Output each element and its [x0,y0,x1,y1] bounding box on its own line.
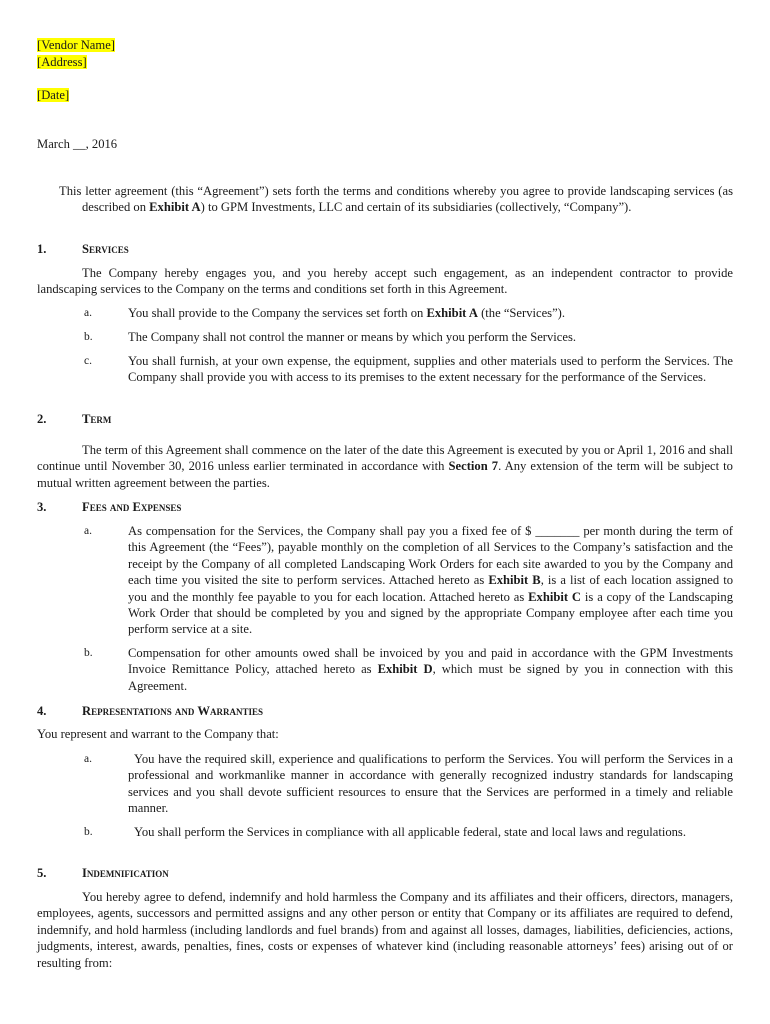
section-number: 2. [37,412,47,426]
section-title: Indemnification [82,866,169,880]
section-7-ref: Section 7 [448,459,499,474]
date-highlight: [Date] [37,88,70,102]
section-number: 5. [37,866,47,880]
exhibit-c: Exhibit C [528,589,582,604]
section-4-lead: You represent and warrant to the Company that: [37,727,279,741]
section-number: 4. [37,704,47,718]
section-title: Term [82,412,112,426]
vendor-name-highlight: [Vendor Name] [37,38,115,52]
vendor-name [37,37,733,53]
section-4-item-b: b. You shall perform the Services in compliance with all applicable federal, state and local laws and regulations. [84,825,686,839]
intro-exhibit-a: Exhibit A [149,200,201,215]
section-1-item-c: c. You shall furnish, at your own expense, the equipment, supplies and other materials used to perform the Services. The Company shall provide you with access to its premises to the extent necessary for the performance of the Services. [84,354,733,385]
section-title: Services [82,242,129,256]
address-highlight: [Address] [37,55,87,69]
section-1-body: The Company hereby engages you, and you hereby accept such engagement, as an independent contractor to provide landscaping services to the Company on the terms and conditions set forth in this Agreement. [37,266,733,297]
section-title: Fees and Expenses [82,500,182,514]
section-title: Representations and Warranties [82,704,263,718]
section-2-body: The term of this Agreement shall commence on the later of the date this Agreement is executed by you or April 1, 2016 and shall continue until November 30, 2016 unless earlier terminated in accordance with Section 7. Any extension of the term will be subject to mutual written agreement between the parties. [37,443,733,490]
section-1-item-b: b. The Company shall not control the manner or means by which you perform the Services. [84,330,577,344]
vendor-address [37,54,733,70]
exhibit-d: Exhibit D [377,662,433,677]
item-exhibit-a: Exhibit A [426,306,478,320]
date-placeholder [37,87,733,103]
section-number: 3. [37,500,47,514]
section-1-item-a: a. You shall provide to the Company the services set forth on Exhibit A (the “Services”). [84,306,565,320]
section-4-item-a: a. You have the required skill, experience and qualifications to perform the Services. You will perform the Services in a professional and workmanlike manner in accordance with generally recognized industry standards for landscaping services and you shall devote sufficient resources to ensure that the Services are performed in a timely and reliable manner. [84,752,733,816]
section-number: 1. [37,242,47,256]
section-5-body: You hereby agree to defend, indemnify and hold harmless the Company and its affiliates and their officers, directors, managers, employees, agents, successors and permitted assigns and any other person or entity that Company or its affiliates are required to defend, indemnify, and hold harmless (including landlords and fuel brands) from and against all losses, damages, liabilities, deficiencies, actions, judgments, interest, awards, penalties, fines, costs or expenses of whatever kind (including reasonable attorneys’ fees) arising out of or resulting from: [37,890,733,970]
section-3-item-b: b. Compensation for other amounts owed shall be invoiced by you and paid in accordance with the GPM Investments Invoice Remittance Policy, attached hereto as Exhibit D, which must be signed by you in connection with this Agreement. [84,646,733,693]
section-3-item-a: a. As compensation for the Services, the Company shall pay you a fixed fee of $ _______ per month during the term of this Agreement (the “Fees”), payable monthly on the completion of all Services to the Company’s satisfaction and the receipt by the Company of all completed Landscaping Work Orders for each site awarded to you by the Company and each time you visited the site to perform services. Attached hereto as Exhibit B, is a list of each location assigned to you and the monthly fee payable to you for each location. Attached hereto as Exhibit C is a copy of the Landscaping Work Order that should be completed by you and signed by the appropriate Company employee after each time you perform service at a site. [84,524,734,637]
exhibit-b: Exhibit B [488,573,541,588]
letter-date: March __, 2016 [37,137,118,151]
intro-paragraph: This letter agreement (this “Agreement”) sets forth the terms and conditions whereby you agree to provide landscaping services (as described on Exhibit A) to GPM Investments, LLC and certain of its subsidiaries (collectively, “Company”). [59,184,733,215]
